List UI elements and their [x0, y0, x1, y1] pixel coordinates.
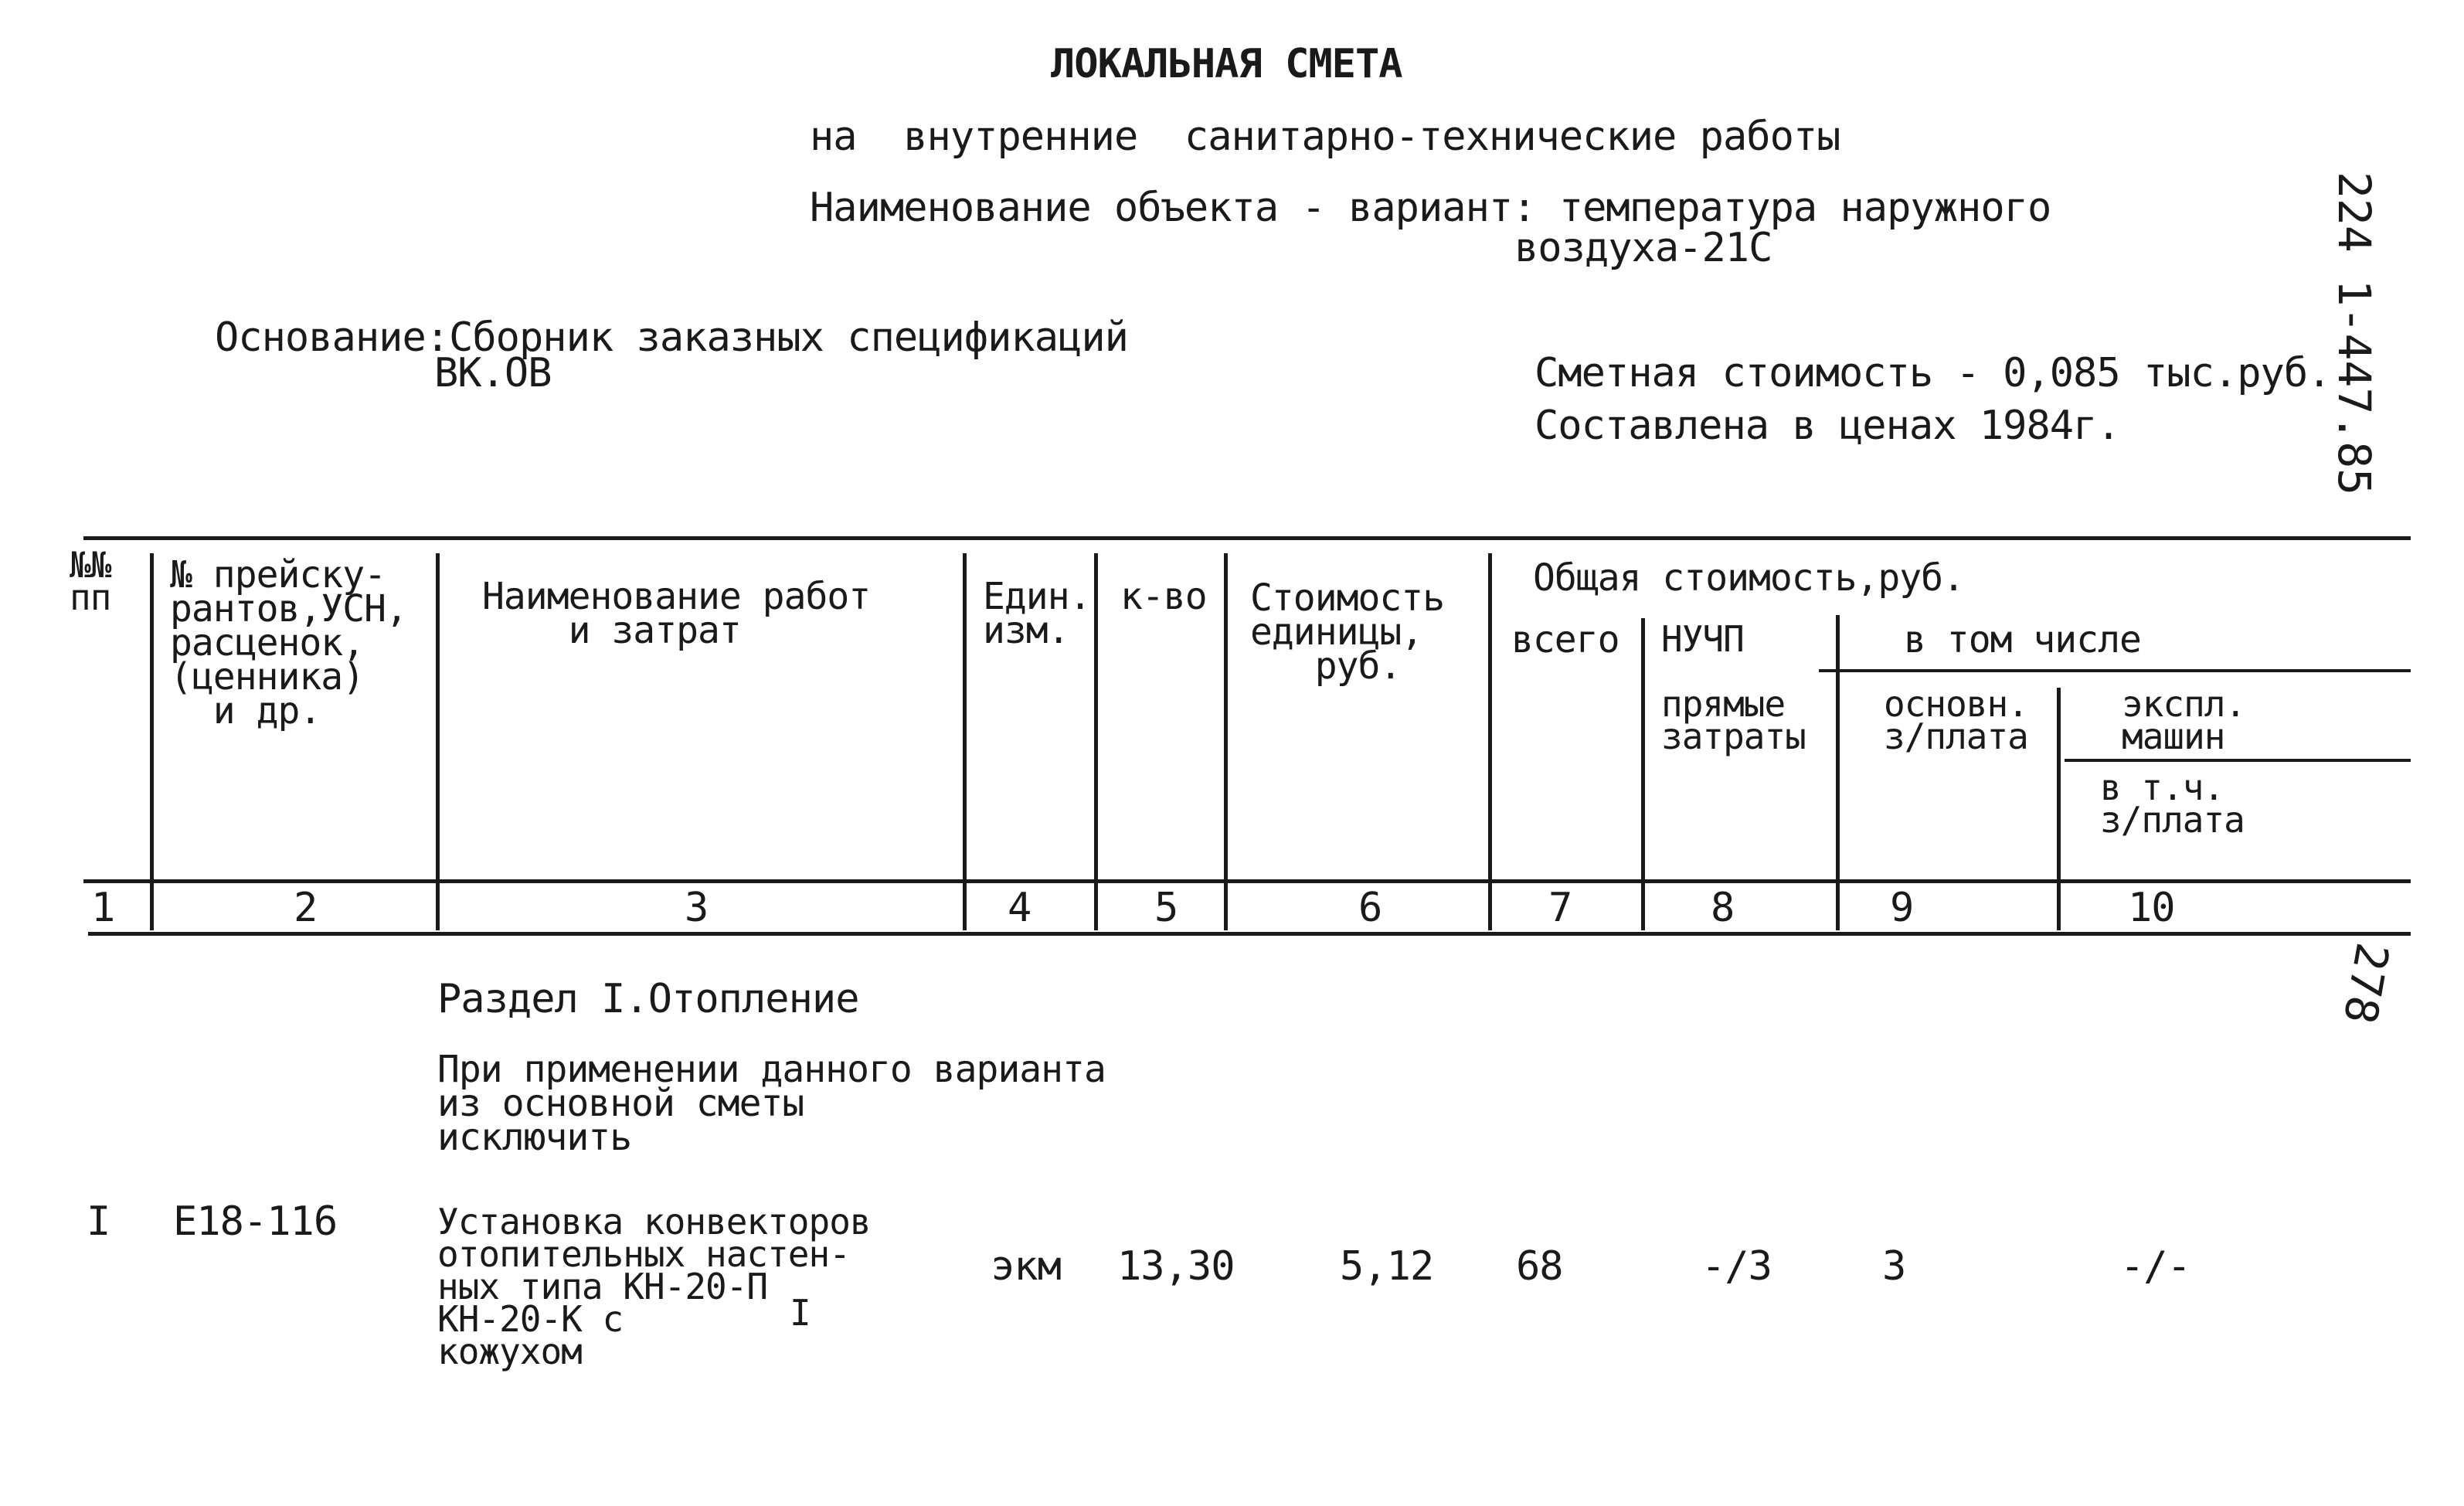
col-number-2: 2 [294, 885, 318, 931]
header-col-10: экспл. машин [2122, 683, 2246, 757]
header-col-2: № прейску- рантов,УСН, расценок, (ценника) и др. [170, 553, 407, 733]
header-col-5: к-во [1120, 575, 1207, 618]
header-col-1: №№ пп [70, 544, 111, 618]
row-1-wage: 3 [1882, 1243, 1906, 1290]
document-subtitle: на внутренние санитарно-технические работы [810, 114, 1840, 160]
col-divider-4 [1094, 553, 1098, 930]
table-colnum-bottom-rule [88, 932, 2411, 936]
col-divider-6 [1488, 553, 1492, 930]
col-divider-9 [2057, 688, 2061, 930]
header-col-10-sub: в т.ч. з/плата [2100, 767, 2245, 841]
col-divider-8 [1836, 615, 1840, 930]
document-title: ЛОКАЛЬНАЯ СМЕТА [1051, 41, 1402, 87]
header-including: в том числе [1904, 618, 2141, 661]
exclusion-note: При применении данного варианта из основной сметы исключить [437, 1048, 1106, 1159]
object-name-line-1: Наименование объекта - вариант: температура наружного [810, 185, 2051, 231]
col-number-8: 8 [1711, 885, 1735, 931]
document-code: 224 1-447.85 [2328, 172, 2381, 496]
row-1-total: 68 [1516, 1243, 1563, 1290]
row-1-direct-costs: -/3 [1701, 1243, 1772, 1290]
col-number-6: 6 [1358, 885, 1382, 931]
row-1-quantity: 13,30 [1117, 1243, 1235, 1290]
col-divider-5 [1224, 553, 1228, 930]
header-total-cost: Общая стоимость,руб. [1533, 556, 1964, 600]
col-divider-1 [150, 553, 154, 930]
basis-line-2: ВК.ОВ [434, 350, 552, 396]
price-basis: Составлена в ценах 1984г. [1534, 403, 2120, 449]
row-1-name: Установка конвекторов отопительных настен- ных типа КН-20-П КН-20-К с кожухом [437, 1201, 871, 1372]
col-divider-2 [436, 553, 440, 930]
col-number-10: 10 [2128, 885, 2175, 931]
col-divider-3 [963, 553, 967, 930]
col-number-9: 9 [1890, 885, 1914, 931]
section-heading: Раздел I.Отопление [437, 976, 859, 1022]
row-1-unit-cost: 5,12 [1340, 1243, 1434, 1290]
page-number: 278 [2333, 939, 2399, 1028]
row-1-unit: экм [991, 1243, 1061, 1290]
col-number-4: 4 [1008, 885, 1031, 931]
table-incl-rule [1819, 669, 2411, 672]
header-col-9: основн. з/плата [1884, 683, 2028, 757]
header-col-4: Един. изм. [983, 575, 1091, 652]
row-1-machines: -/- [2120, 1243, 2190, 1290]
col-number-3: 3 [685, 885, 709, 931]
row-1-code: Е18-116 [173, 1198, 338, 1245]
header-col-6: Стоимость единицы, руб. [1250, 576, 1445, 688]
header-col-7: всего [1511, 618, 1619, 661]
header-col-8: НУЧП прямые затраты [1661, 618, 1806, 757]
col-number-7: 7 [1548, 885, 1572, 931]
col-number-1: 1 [91, 885, 115, 931]
col-divider-7 [1641, 618, 1645, 930]
col-number-5: 5 [1154, 885, 1178, 931]
row-1-name-subscript: I [790, 1292, 811, 1334]
basis-line-1: Основание:Сборник заказных спецификаций [215, 314, 1128, 361]
table-machines-rule [2065, 759, 2411, 762]
estimated-cost: Сметная стоимость - 0,085 тыс.руб. [1534, 350, 2331, 396]
row-1-number: I [87, 1198, 110, 1245]
object-name-line-2: воздуха-21С [1514, 225, 1772, 271]
table-top-rule [83, 536, 2411, 540]
header-col-3: Наименование работ и затрат [482, 575, 871, 652]
table-header-bottom-rule [83, 879, 2411, 883]
